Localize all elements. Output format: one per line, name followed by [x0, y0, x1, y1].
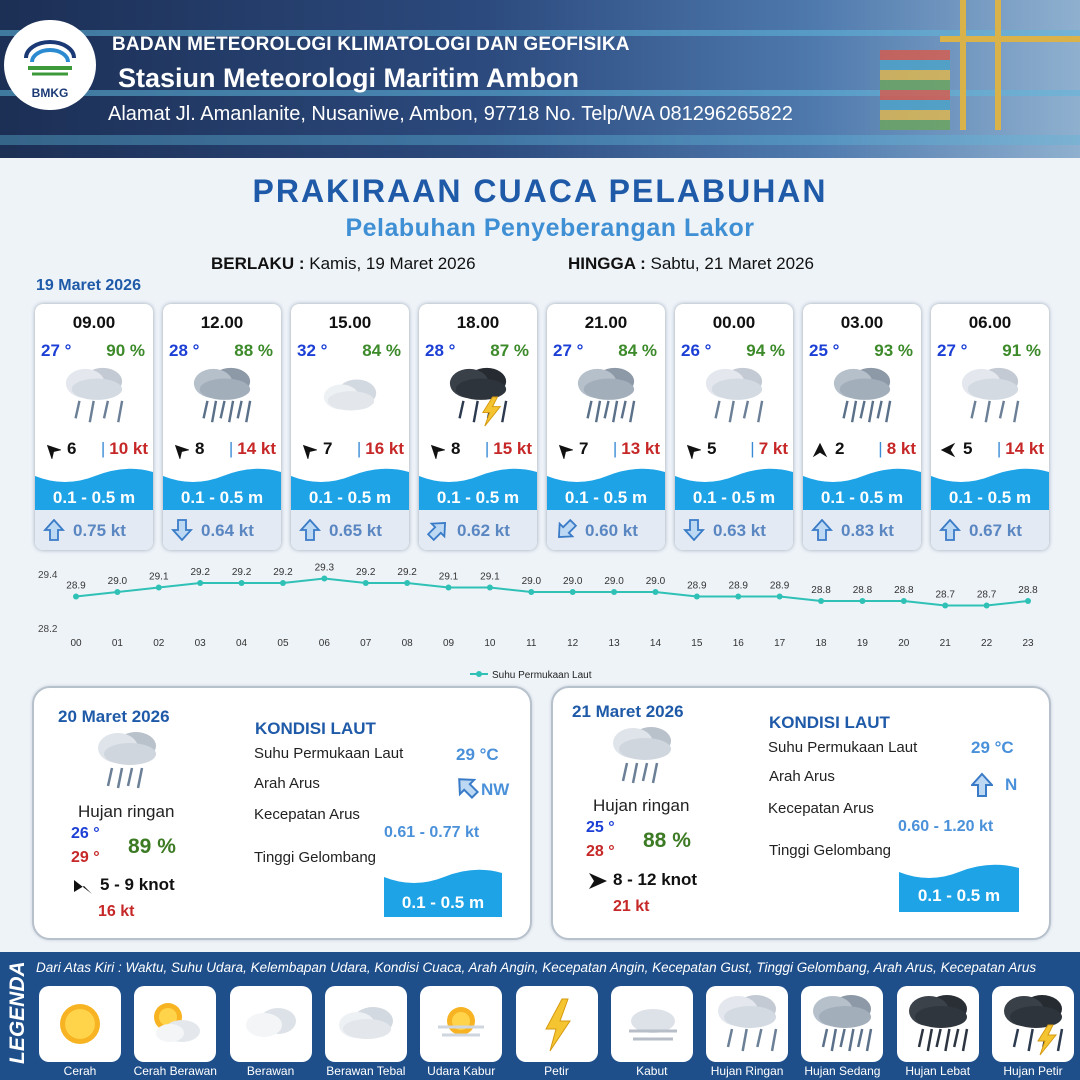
legend-label: Hujan Lebat [905, 1064, 971, 1078]
hujan-petir-icon [443, 364, 513, 428]
forecast-temp: 26 ° [681, 341, 712, 360]
x-tick-label: 16 [732, 638, 744, 649]
station-address: Alamat Jl. Amanlanite, Nusaniwe, Ambon, 97718 No. Telp/WA 081296265822 [108, 103, 793, 125]
forecast-humidity: 90 % [106, 341, 145, 360]
day2-cur-spd: 0.61 - 0.77 kt [384, 824, 480, 841]
forecast-gust: | 13 kt [612, 439, 660, 458]
hujan-ringan-icon [955, 364, 1025, 428]
x-tick-label: 18 [815, 638, 827, 649]
validity-from-label: BERLAKU : [211, 254, 305, 273]
forecast-gust: | 14 kt [996, 439, 1044, 458]
forecast-gust-value: 14 kt [1005, 439, 1044, 458]
forecast-weather [187, 364, 257, 428]
day3-sst: 29 °C [971, 738, 1014, 757]
forecast-humidity: 84 % [618, 341, 657, 360]
legend-label: Berawan [246, 1064, 295, 1078]
petir-icon [522, 991, 592, 1057]
sst-data-label: 28.8 [1018, 585, 1038, 596]
forecast-card [35, 304, 153, 550]
day2-panel [32, 686, 532, 940]
forecast-gust: | 15 kt [484, 439, 532, 458]
forecast-wind: 7 [323, 439, 333, 458]
day2-gust: 16 kt [98, 903, 135, 920]
x-tick-label: 00 [70, 638, 82, 649]
x-tick-label: 12 [567, 638, 579, 649]
forecast-wave: 0.1 - 0.5 m [436, 488, 520, 507]
forecast-current-speed: 0.60 kt [585, 521, 638, 540]
legend-icon-box [897, 986, 979, 1062]
x-tick-label: 22 [981, 638, 993, 649]
forecast-temp: 32 ° [297, 341, 328, 360]
forecast-time: 18.00 [456, 313, 500, 332]
forecast-time: 15.00 [328, 313, 372, 332]
station-name: Stasiun Meteorologi Maritim Ambon [118, 63, 580, 93]
forecast-temp: 27 ° [41, 341, 72, 360]
hujan-ringan-icon [92, 728, 162, 794]
x-tick-label: 02 [153, 638, 165, 649]
x-tick-label: 17 [774, 638, 786, 649]
legend-label: Cerah Berawan [133, 1064, 217, 1078]
hujan-petir-icon [998, 991, 1068, 1057]
forecast-current-speed: 0.64 kt [201, 521, 254, 540]
forecast-wave: 0.1 - 0.5 m [180, 488, 264, 507]
x-tick-label: 21 [939, 638, 951, 649]
day2-current-arrow-icon [454, 774, 480, 800]
wind-arrow-icon [427, 441, 445, 459]
legend-icon-box [801, 986, 883, 1062]
current-arrow-icon [171, 519, 193, 541]
forecast-current [35, 510, 153, 550]
page-subtitle: Pelabuhan Penyeberangan Lakor [345, 214, 755, 242]
forecast-card [547, 304, 665, 550]
forecast-current [419, 510, 537, 550]
x-tick-label: 19 [856, 638, 868, 649]
sst-data-label: 28.7 [976, 589, 997, 601]
forecast-humidity: 94 % [746, 341, 785, 360]
sst-point [528, 589, 534, 595]
forecast-temp: 28 ° [425, 341, 456, 360]
sst-data-label: 29.0 [562, 576, 583, 587]
forecast-card [419, 304, 537, 550]
berawan-icon [236, 991, 306, 1057]
day3-current-arrow-icon [971, 772, 993, 798]
forecast-wave: 0.1 - 0.5 m [52, 488, 136, 507]
legend-label: Berawan Tebal [326, 1064, 406, 1078]
forecast-current-speed: 0.67 kt [969, 521, 1022, 540]
forecast-wind: 8 [195, 439, 205, 458]
day2-temp-min: 26 ° [71, 825, 100, 842]
sst-point [280, 580, 286, 586]
sst-data-label: 29.0 [645, 576, 666, 587]
forecast-current-speed: 0.63 kt [713, 521, 766, 540]
sst-point [570, 589, 576, 595]
forecast-weather [571, 364, 641, 428]
x-tick-label: 09 [442, 638, 455, 649]
legend-icon-box [230, 986, 312, 1062]
legend-label: Hujan Sedang [804, 1064, 881, 1078]
sst-data-label: 29.3 [314, 562, 335, 574]
legend-icon-box [516, 986, 598, 1062]
day3-wave-label: Tinggi Gelombang [769, 842, 892, 859]
sst-data-label: 28.9 [728, 580, 748, 592]
day2-cur-spd-label: Kecepatan Arus [254, 806, 360, 823]
forecast-card [931, 304, 1049, 550]
sst-point [777, 594, 783, 600]
current-arrow-icon [427, 519, 449, 541]
validity-to [568, 254, 814, 274]
forecast-gust-value: 8 kt [886, 439, 916, 458]
sst-data-label: 29.2 [397, 567, 417, 578]
day3-temp-max: 28 ° [586, 843, 615, 860]
bmkg-logo [4, 20, 96, 110]
validity-from-value: Kamis, 19 Maret 2026 [309, 254, 476, 273]
day3-cur-dir-label: Arah Arus [769, 768, 835, 785]
x-tick-label: 06 [318, 638, 330, 649]
forecast-current-speed: 0.75 kt [73, 521, 126, 540]
forecast-gust-value: 16 kt [365, 439, 404, 458]
forecast-temp: 28 ° [169, 341, 200, 360]
forecast-gust-value: 7 kt [758, 439, 788, 458]
forecast-weather [955, 364, 1025, 428]
forecast-weather [315, 364, 385, 428]
current-arrow-icon [939, 519, 961, 541]
current-arrow-icon [299, 519, 321, 541]
legend-label: Hujan Petir [1003, 1064, 1063, 1078]
sst-point [114, 589, 120, 595]
current-arrow-icon [811, 519, 833, 541]
forecast-current [163, 510, 281, 550]
forecast-time: 03.00 [840, 313, 884, 332]
sst-point [942, 603, 948, 609]
day2-wave-label: Tinggi Gelombang [254, 849, 377, 866]
x-tick-label: 05 [277, 638, 289, 649]
forecast-wind: 7 [579, 439, 589, 458]
sst-point [487, 585, 493, 591]
forecast-time: 21.00 [584, 313, 628, 332]
forecast-current [931, 510, 1049, 550]
day2-sst: 29 °C [456, 745, 499, 764]
day2-wind-arrow-icon [72, 876, 94, 896]
validity-to-label: HINGGA : [568, 254, 646, 273]
forecast-card [163, 304, 281, 550]
legend-icon-box [39, 986, 121, 1062]
legend-icon-box [706, 986, 788, 1062]
day3-humidity: 88 % [643, 829, 691, 852]
day2-temp-max: 29 ° [71, 849, 100, 866]
cerah-berawan-icon [140, 991, 210, 1057]
day2-cur-dir: NW [481, 780, 510, 799]
sst-point [901, 598, 907, 604]
day2-wave: 0.1 - 0.5 m [401, 893, 485, 912]
sst-point [73, 594, 79, 600]
day3-condition: Hujan ringan [593, 796, 690, 815]
forecast-weather [827, 364, 897, 428]
x-tick-label: 20 [898, 638, 910, 649]
wind-arrow-icon [811, 441, 829, 459]
y-tick-label: 29.4 [38, 570, 58, 581]
sst-point [984, 603, 990, 609]
forecast-wave: 0.1 - 0.5 m [948, 488, 1032, 507]
hujan-sedang-icon [807, 991, 877, 1057]
sst-point [818, 598, 824, 604]
day3-sst-label: Suhu Permukaan Laut [768, 739, 918, 756]
x-tick-label: 04 [236, 638, 248, 649]
hujan-sedang-icon [187, 364, 257, 428]
y-tick-label: 28.2 [38, 624, 58, 635]
hujan-sedang-icon [827, 364, 897, 428]
forecast-wind: 2 [835, 439, 845, 458]
sst-point [694, 594, 700, 600]
wind-arrow-icon [299, 441, 317, 459]
sst-data-label: 29.1 [149, 571, 169, 583]
forecast-humidity: 87 % [490, 341, 529, 360]
sst-point [611, 589, 617, 595]
legend-label: Kabut [636, 1064, 668, 1078]
sst-point [735, 594, 741, 600]
hujan-sedang-icon [571, 364, 641, 428]
sst-data-label: 28.7 [935, 589, 955, 601]
hujan-ringan-icon [59, 364, 129, 428]
forecast-gust-value: 10 kt [109, 439, 148, 458]
forecast-card [675, 304, 793, 550]
agency-name: BADAN METEOROLOGI KLIMATOLOGI DAN GEOFISIKA [112, 34, 630, 55]
forecast-time: 00.00 [712, 313, 756, 332]
hujan-ringan-icon [699, 364, 769, 428]
sst-line [76, 579, 1028, 606]
hujan-lebat-icon [903, 991, 973, 1057]
x-tick-label: 13 [608, 638, 620, 649]
sst-point [363, 580, 369, 586]
wind-arrow-icon [555, 441, 573, 459]
day1-date: 19 Maret 2026 [36, 277, 141, 294]
validity-to-value: Sabtu, 21 Maret 2026 [650, 254, 815, 273]
sst-data-label: 28.9 [66, 580, 86, 592]
forecast-temp: 25 ° [809, 341, 840, 360]
udara-kabur-icon [426, 991, 496, 1057]
wind-arrow-icon [683, 441, 701, 459]
forecast-gust: | 8 kt [878, 439, 916, 458]
sst-data-label: 29.2 [231, 567, 252, 578]
day3-temp-min: 25 ° [586, 819, 615, 836]
wind-arrow-icon [171, 441, 189, 459]
x-tick-label: 03 [194, 638, 206, 649]
day3-gust: 21 kt [613, 898, 650, 915]
day3-cur-spd: 0.60 - 1.20 kt [898, 818, 994, 835]
forecast-humidity: 93 % [874, 341, 913, 360]
forecast-humidity: 84 % [362, 341, 401, 360]
forecast-time: 06.00 [968, 313, 1012, 332]
page-title: PRAKIRAAN CUACA PELABUHAN [252, 173, 828, 209]
legend-icon-box [611, 986, 693, 1062]
legend-swatch-dot [476, 671, 482, 677]
forecast-gust: | 16 kt [356, 439, 404, 458]
sst-point [239, 580, 245, 586]
wind-arrow-icon [43, 441, 61, 459]
sst-point [156, 585, 162, 591]
forecast-current-speed: 0.83 kt [841, 521, 894, 540]
logo-text: BMKG [31, 86, 69, 100]
day3-wind: 8 - 12 knot [613, 870, 698, 889]
x-tick-label: 14 [649, 638, 662, 649]
forecast-wave: 0.1 - 0.5 m [308, 488, 392, 507]
x-tick-label: 15 [691, 638, 703, 649]
sst-data-label: 29.1 [480, 571, 500, 583]
sst-point [859, 598, 865, 604]
forecast-weather [59, 364, 129, 428]
forecast-current [675, 510, 793, 550]
sst-data-label: 29.1 [438, 571, 459, 583]
forecast-gust: | 14 kt [228, 439, 276, 458]
sst-data-label: 28.9 [687, 580, 707, 592]
legend-label: Cerah [63, 1064, 97, 1078]
forecast-gust: | 10 kt [100, 439, 148, 458]
current-arrow-icon [683, 519, 705, 541]
day2-date: 20 Maret 2026 [58, 707, 170, 726]
sst-data-label: 29.0 [521, 576, 542, 587]
legend-icon-box [134, 986, 216, 1062]
sst-data-label: 29.2 [190, 567, 210, 578]
hujan-ringan-icon [607, 723, 677, 789]
chart-legend-label: Suhu Permukaan Laut [492, 670, 592, 681]
forecast-card [803, 304, 921, 550]
forecast-wind: 5 [707, 439, 717, 458]
sst-point [321, 576, 327, 582]
x-tick-label: 07 [360, 638, 372, 649]
forecast-humidity: 88 % [234, 341, 273, 360]
x-tick-label: 23 [1022, 638, 1034, 649]
sst-point [1025, 598, 1031, 604]
forecast-gust: | 7 kt [750, 439, 788, 458]
legend-title: LEGENDA [6, 961, 29, 1064]
forecast-time: 09.00 [72, 313, 116, 332]
forecast-current [803, 510, 921, 550]
sst-data-label: 28.9 [769, 580, 790, 592]
sst-data-label: 28.8 [811, 585, 831, 596]
hujan-ringan-icon [712, 991, 782, 1057]
sst-point [446, 585, 452, 591]
day2-cur-dir-label: Arah Arus [254, 775, 320, 792]
x-tick-label: 10 [484, 638, 496, 649]
sst-data-label: 29.2 [356, 567, 376, 578]
forecast-time: 12.00 [200, 313, 244, 332]
berawan-tebal-icon [331, 991, 401, 1057]
legend-label: Hujan Ringan [710, 1064, 784, 1078]
day2-humidity: 89 % [128, 835, 176, 858]
sst-data-label: 28.8 [852, 585, 873, 596]
legend-icon-box [325, 986, 407, 1062]
sst-point [197, 580, 203, 586]
legend-note: Dari Atas Kiri : Waktu, Suhu Udara, Kelembapan Udara, Kondisi Cuaca, Arah Angin, Kecepatan Angin, Kecepatan Gust, Tinggi Gelombang, Arah Arus, Kecepatan Arus [36, 960, 1037, 975]
berawan-tebal-icon [315, 364, 385, 428]
day3-sea-title: KONDISI LAUT [769, 713, 890, 732]
kabut-icon [617, 991, 687, 1057]
forecast-weather [699, 364, 769, 428]
forecast-current-speed: 0.62 kt [457, 521, 510, 540]
forecast-gust-value: 15 kt [493, 439, 532, 458]
forecast-wave: 0.1 - 0.5 m [820, 488, 904, 507]
day3-cur-dir: N [1005, 775, 1018, 794]
legend-icon-box [992, 986, 1074, 1062]
day3-cur-spd-label: Kecepatan Arus [768, 800, 874, 817]
day3-wave: 0.1 - 0.5 m [917, 886, 1001, 905]
x-tick-label: 01 [111, 638, 123, 649]
sst-chart [0, 556, 1080, 686]
forecast-wind: 8 [451, 439, 461, 458]
forecast-current [547, 510, 665, 550]
legend-label: Udara Kabur [427, 1064, 496, 1078]
forecast-gust-value: 13 kt [621, 439, 660, 458]
forecast-gust-value: 14 kt [237, 439, 276, 458]
forecast-temp: 27 ° [553, 341, 584, 360]
forecast-current-speed: 0.65 kt [329, 521, 382, 540]
forecast-humidity: 91 % [1002, 341, 1041, 360]
wind-arrow-icon [939, 441, 957, 459]
day2-sea-title: KONDISI LAUT [255, 719, 376, 738]
forecast-temp: 27 ° [937, 341, 968, 360]
forecast-current [291, 510, 409, 550]
sst-point [404, 580, 410, 586]
day3-wind-arrow-icon [587, 871, 609, 891]
current-arrow-icon [43, 519, 65, 541]
forecast-wave: 0.1 - 0.5 m [564, 488, 648, 507]
day2-sst-label: Suhu Permukaan Laut [254, 745, 404, 762]
day3-panel [551, 686, 1051, 940]
current-arrow-icon [555, 519, 577, 541]
forecast-wind: 5 [963, 439, 973, 458]
legend-label: Petir [544, 1064, 569, 1078]
sst-data-label: 29.2 [273, 567, 293, 578]
sst-point [652, 589, 658, 595]
sst-data-label: 28.8 [894, 585, 914, 596]
forecast-card [291, 304, 409, 550]
day2-wind: 5 - 9 knot [100, 875, 175, 894]
x-tick-label: 11 [526, 638, 537, 649]
forecast-wave: 0.1 - 0.5 m [692, 488, 776, 507]
cerah-icon [45, 991, 115, 1057]
forecast-wind: 6 [67, 439, 77, 458]
sst-data-label: 29.0 [107, 576, 128, 587]
x-tick-label: 08 [401, 638, 413, 649]
day3-date: 21 Maret 2026 [572, 702, 684, 721]
forecast-weather [443, 364, 513, 428]
day2-condition: Hujan ringan [78, 802, 175, 821]
legend-icon-box [420, 986, 502, 1062]
sst-data-label: 29.0 [604, 576, 624, 587]
validity-from [211, 254, 476, 274]
